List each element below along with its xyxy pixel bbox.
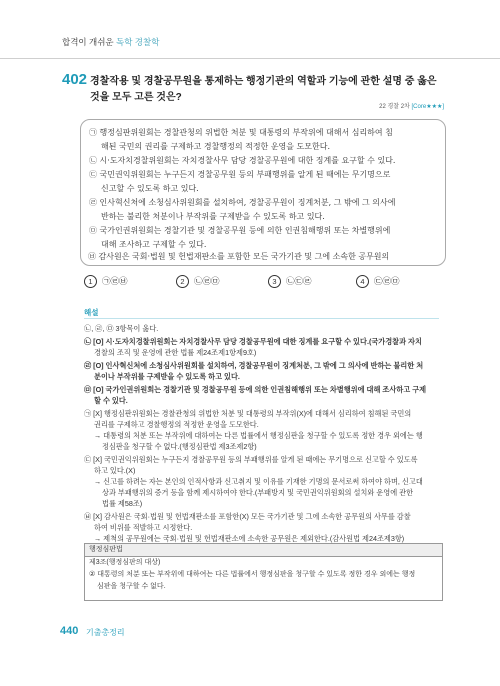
statement-line: 시·도자치경찰위원회는 자치경찰사무 담당 경찰공무원에 대한 징계를 요구할 수 있다. bbox=[99, 156, 396, 165]
explanation-line: 경찰의 조직 및 운영에 관한 법률 제24조제1항제9호) bbox=[94, 348, 257, 357]
statement-mark: ㉣ bbox=[89, 198, 97, 207]
explanation-line: ㉢ [X] 국민권익위원회는 누구든지 경찰공무원 등의 부패행위를 알게 된 때에는 무기명으로 신고할 수 있도록 bbox=[84, 455, 418, 464]
statement-mark: ㉢ bbox=[89, 170, 97, 179]
footer-label: 기출총정리 bbox=[86, 628, 125, 637]
explanation-line: 정심판을 청구할 수 없다.(행정심판법 제3조제2항) bbox=[102, 442, 257, 451]
explanation-line: ㉠ [X] 행정심판위원회는 경찰관청의 위법한 처분 및 대통령의 부작위(X)에 대해서 심리하여 침해된 국민의 bbox=[84, 409, 412, 418]
explanation-line: → 제척의 공무원에는 국회·법원 및 헌법재판소에 소속한 공무원은 제외한다.(감사원법 제24조제3항) bbox=[94, 534, 405, 543]
statement-5 bbox=[89, 224, 439, 252]
statement-line: 대해 조사하고 구제할 수 있다. bbox=[101, 240, 207, 249]
option-3[interactable] bbox=[268, 275, 312, 288]
statement-mark: ㉤ bbox=[89, 226, 97, 235]
header-rule bbox=[0, 58, 500, 59]
explanation-line: 할 수 있다. bbox=[94, 396, 128, 405]
explanation-line: 법률 제58조) bbox=[102, 499, 143, 508]
option-2[interactable] bbox=[176, 275, 220, 288]
explanation-line: ㉥ [X] 감사원은 국회·법원 및 헌법재판소를 포함한(X) 모든 국가기관 및 그에 소속한 공무원의 사무를 감찰 bbox=[84, 512, 411, 521]
option-text: ㉠㉣㉥ bbox=[102, 276, 128, 286]
statement-2 bbox=[89, 154, 439, 168]
law-table-line: 제3조(행정심판의 대상) bbox=[89, 559, 161, 566]
law-table-line: 심판을 청구할 수 없다. bbox=[97, 583, 166, 590]
explanation-line: 상과 부패행위의 증거 등을 함께 제시하여야 한다.(부패방지 및 국민권익위원회의 설치와 운영에 관한 bbox=[102, 488, 414, 497]
option-4[interactable] bbox=[356, 275, 400, 288]
option-text: ㉡㉢㉣ bbox=[286, 276, 312, 286]
statement-3 bbox=[89, 168, 439, 196]
law-reference-table bbox=[84, 543, 443, 601]
explanation-line: ㉤ [O] 국가인권위원회는 경찰기관 및 경찰공무원 등에 의한 인권침해행위 또는 차별행위에 대해 조사하고 구제 bbox=[84, 385, 427, 394]
core-rating: [Core★★★] bbox=[411, 104, 444, 110]
option-number: 4 bbox=[356, 275, 369, 288]
explanation-line: 권리를 구제하고 경찰행정의 적정한 운영을 도모한다. bbox=[94, 420, 259, 429]
statement-line: 감사원은 국회·법원 및 헌법재판소를 포함한 모든 국가기관 및 그에 소속한 공무원의 bbox=[96, 252, 390, 261]
option-number: 1 bbox=[84, 275, 97, 288]
explanation-line: 하고 있다.(X) bbox=[94, 466, 136, 475]
explanation-line: → 신고를 하려는 자는 본인의 인적사항과 신고취지 및 이유를 기재한 기명의 문서로써 하여야 하며, 신고대 bbox=[94, 477, 423, 486]
statement-line: 반하는 불리한 처분이나 부작위를 구제받을 수 있도록 하고 있다. bbox=[101, 212, 325, 221]
statement-line: 행정심판위원회는 경찰관청의 위법한 처분 및 대통령의 부작위에 대해서 심리하여 침 bbox=[99, 128, 393, 137]
law-table-title: 행정심판법 bbox=[85, 544, 442, 557]
statement-line: 국민권익위원회는 누구든지 경찰공무원 등의 부패행위를 알게 된 때에는 무기명으로 bbox=[99, 170, 391, 179]
explanation-rule bbox=[84, 318, 439, 319]
explanation-tag: 해설 bbox=[84, 308, 99, 317]
header-prefix: 합격이 개쉬운 bbox=[62, 37, 114, 47]
law-table-line: ② 대통령의 처분 또는 부작위에 대하여는 다른 법률에서 행정심판을 청구할 수 있도록 정한 경우 외에는 행정 bbox=[89, 571, 416, 578]
question-source bbox=[379, 101, 444, 110]
option-text: ㉡㉣㉤ bbox=[194, 276, 220, 286]
explanation-line: ㉡ [O] 시·도자치경찰위원회는 자치경찰사무 담당 경찰공무원에 대한 징계를 요구할 수 있다.(국가경찰과 자치 bbox=[84, 337, 422, 346]
option-number: 3 bbox=[268, 275, 281, 288]
statement-4 bbox=[89, 196, 439, 224]
statement-mark: ㉥ bbox=[88, 252, 96, 261]
statement-mark: ㉡ bbox=[89, 156, 97, 165]
statement-line: 인사혁신처에 소청심사위원회를 설치하여, 경찰공무원이 징계처분, 그 밖에 그 의사에 bbox=[99, 198, 396, 207]
page-number: 440 bbox=[60, 625, 79, 637]
statement-line: 해된 국민의 권리를 구제하고 경찰행정의 적정한 운영을 도모한다. bbox=[101, 142, 330, 151]
explanation-line: ㉣ [O] 인사혁신처에 소청심사위원회를 설치하여, 경찰공무원이 징계처분, 그 밖에 그 의사에 반하는 불리한 처 bbox=[84, 361, 424, 370]
statement-mark: ㉠ bbox=[89, 128, 97, 137]
statement-line: 국가인권위원회는 경찰기관 및 경찰공무원 등에 의한 인권침해행위 또는 차별행위에 bbox=[99, 226, 391, 235]
source-label: 22 경찰 2차 bbox=[379, 104, 410, 110]
option-1[interactable] bbox=[84, 275, 128, 288]
statement-line: 신고할 수 있도록 하고 있다. bbox=[101, 184, 199, 193]
explanation-line: → 대통령의 처분 또는 부작위에 대하여는 다른 법률에서 행정심판을 청구할 수 있도록 정한 경우 외에는 행 bbox=[94, 431, 423, 440]
running-header bbox=[62, 36, 159, 48]
explanation-line: ㉡, ㉣, ㉤ 3항목이 옳다. bbox=[84, 324, 159, 333]
option-text: ㉢㉣㉤ bbox=[374, 276, 400, 286]
header-highlight: 독학 경찰학 bbox=[116, 37, 160, 47]
explanation-line: 분이나 부작위를 구제받을 수 있도록 하고 있다. bbox=[94, 372, 240, 381]
option-number: 2 bbox=[176, 275, 189, 288]
question-text: 경찰작용 및 경찰공무원을 통제하는 행정기관의 역할과 기능에 관한 설명 중 옳은 것을 모두 고른 것은? bbox=[90, 76, 437, 103]
explanation-line: 하여 비위를 적발하고 시정한다. bbox=[94, 523, 193, 532]
question-number: 402 bbox=[62, 71, 88, 88]
statement-box bbox=[80, 119, 446, 266]
statement-6 bbox=[88, 250, 438, 264]
statement-1 bbox=[89, 126, 439, 154]
